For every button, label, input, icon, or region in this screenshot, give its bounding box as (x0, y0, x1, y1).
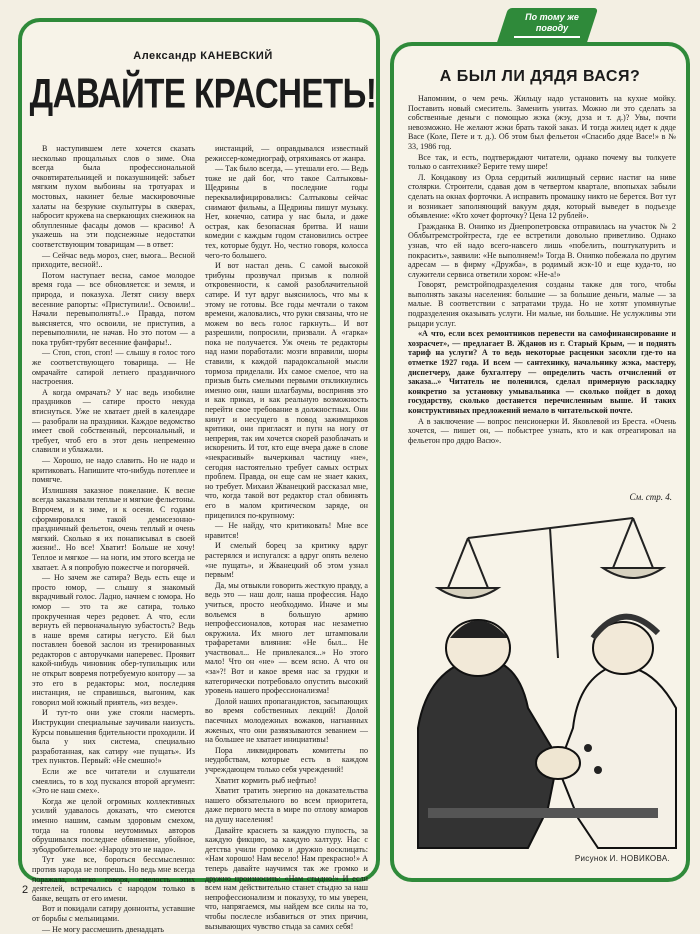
paragraph: — Стоп, стоп, стоп! — слышу я голос того же соответствующего товарища. — Не омрачайте сатирой летнего праздничного настроения. (32, 348, 195, 386)
paragraph: «А что, если всех ремонтников перевести на самофинансирование и хозрасчет», — предлагает В. Жданов из г. Старый Крым, — и поднять тариф на услуги? А то ведь некоторые расценки засохли где-то на отметке 1927 года. И всем — сантехнику, начальнику жэка, мастеру, диспетчеру, даже бухгалтеру — определить часть отчислений от заказа...» Читатель не поленился, сделал примерную раскладку конкретно за установку умывальника — сколько пойдет в доход государству, сколько достанется перечисленным выше. И таких конструктивных предложений немало в читательской почте. (408, 329, 676, 415)
page-number: 2 (22, 884, 28, 896)
rubric-logo-text (512, 12, 592, 34)
paragraph: Хватит тратить энергию на доказательства нашего обязательного во всем приоритета, даже первого места в мире по отлову комаров на душу населения! (205, 786, 368, 824)
paragraph: Излишняя заказное пожелание. К весне всегда заказывали теплые и мягкие фельетоны. Впрочем, и к зиме, и к осени. С годами сформировался такой демисезонно-праздничный фельетон, очень теплый и очень мягкий. Сколько я их понаписывал в своей жизни!.. Но все! Хватит! Больше не хочу! Теплое и мягкое — на ноги, им этого всегда не хватает. А я попробую пожестче и погорячей. (32, 486, 195, 572)
paragraph: Если же все читатели и слушатели смеялись, то в ход пускался второй аргумент: «Это не наш смех». (32, 767, 195, 796)
paragraph: — Сейчас ведь мороз, снег, вьюга... Весной приходите, весной!.. (32, 251, 195, 270)
paragraph: Тут уже все, бороться бессмысленно: против народа не попрешь. Но ведь мне всегда поражала, мягко говоря, смелость этих деятелей, встречались с народом только в банке, вещать от его имени. (32, 855, 195, 903)
paragraph: Да, мы отвыкли говорить жесткую правду, а ведь это — наш долг, наша профессия. Надо учиться, просто необходимо. Иначе и мы вольемся в большую армию непрофессионалов, которая нас незаметно окружила. Их много лет штамповали трафаретами влияния: «Не был... Не участвовал... Не привлекался...» Но этого мало! Что он «не» — всем ясно. А что он «за»?! Вот и какое время нас за грудки и категорически потребовало опустить высокий уровень нашего профессионализма! (205, 581, 368, 696)
article-headline: ДАВАЙТЕ КРАСНЕТЬ! (22, 70, 384, 118)
article-body (32, 144, 368, 874)
paragraph: Пора ликвидировать комитеты по неудобствам, которые есть в каждом учреждающем только себя учреждений! (205, 746, 368, 775)
paragraph: В наступившем лете хочется сказать несколько прощальных слов о зиме. Она всегда была профессиональной очковтирательницей и показушницей: забьет мягким пухом выбоины на тротуарах и мостовых, накинет белые маскировочные халаты на безрукие скульптуры в скверах, набросит кружева на сверкающих снежинок на облупленные фасады домов — красиво! А укажешь на эти подснежные недостатки соответствующим товарищам — в ответ: (32, 144, 195, 250)
left-article-frame (18, 18, 380, 882)
paragraph: — Не могу рассмешить двенадцать (32, 925, 195, 934)
article-author: Александр КАНЕВСКИЙ (22, 50, 384, 62)
article-column-2 (205, 144, 368, 874)
paragraph: Когда же целой огромных коллективных усилий удавалось доказать, что смеются именно нашим, самым здоровым смехом, тогда на головы неутомимых авторов обрушивался последнее обвинение, убойное, зубодробительное: «Народу это не надо». (32, 797, 195, 855)
paragraph: Все так, и есть, подтверждают читатели, однако почему вы толкуете только о сантехнике? Берите тему шире! (408, 153, 676, 172)
paragraph: А когда омрачать? У нас ведь изобилие праздников — сатире просто некуда втиснуться. Уже не хватает дней в календаре — разобрали на праздники. Каждое ведомство имеет свой собственный, персональный, и требует, чтоб его в этот день непременно славили и ублажали. (32, 388, 195, 455)
paragraph: Гражданка В. Онипко из Днепропетровска отправилась на участок № 2 Облбытремстройтреста, где ее встретили довольно приветливо. Однако узнав, что ей надо всего-навсего лишь «побелить, поштукатурить и покрасить», заявили: «Не выполняем!» Тогда В. Онипко побежала по другим адресам — в фирму «Дружба», в родимый жэк-10 и еще куда-то, но служители сервиса ответили хором: «Не-а!» (408, 222, 676, 280)
see-also-reference: См. стр. 4. (630, 492, 673, 502)
paragraph: А в заключение — вопрос пенсионерки И. Яковлевой из Бреста. «Очень хочется, — пишет он, — побыстрее узнать, кто и как отреагировал на фельетон про дядю Васю». (408, 417, 676, 446)
paragraph: инстанций, — оправдывался известный режиссер-комедиограф, отряхиваясь от жанра. (205, 144, 368, 163)
rubric-logo-underline (514, 36, 580, 38)
paragraph: Давайте краснеть за каждую глупость, за каждую фикцию, за каждую халтуру. Нас с детства учили громко и дружно восклицать: «Нам хорошо! Нам весело! Нам прекрасно!» А теперь давайте научимся так же громко и дружно произносить: «Нам стыдно!» И если всем нам действительно станет стыдно за наш непрофессионализм и показуху, то мы уверен, что, напрягаемся, мы найдем все силы на то, чтобы послесле избавиться от этих причин, вызывающих чувство стыда за самих себя! (205, 826, 368, 932)
paragraph: — Не найду, что критиковать! Мне все нравится! (205, 521, 368, 540)
right-article-body (408, 94, 676, 484)
paragraph: Вот и покидали сатиру доннонты, уставшие от борьбы с мельницами. (32, 904, 195, 923)
right-article-title: А БЫЛ ЛИ ДЯДЯ ВАСЯ? (394, 68, 686, 86)
paragraph: — Так было всегда, — утешали его. — Ведь тоже не дай бог, что такое Салтыковы-Щедрины в последние годы переквалифицировались: Салтыковы сейчас снимают фильмы, а Щедрины пишут музыку. Нет, конечно, сатира у нас была, и даже острая, как безопасная бритва. И наши комедии с каждым годом становились острее тех, которые будут. Но, честно говоря, колосса чего-то большего. (205, 164, 368, 260)
paragraph: Л. Кондакову из Орла сердитый жилищный сервис настиг на ниве столярки. Строители, сдавая дом в четвертом квартале, впопыхах забыли сделать на окнах форточки. А исправить промашку никто не берется. Вот тут и возникает заполняющий вакуум дядя, который выведет в подъезде объявление: «Кто хочет форточку? Цена 12 рублей». (408, 173, 676, 221)
paragraph: — Но зачем же сатира? Ведь есть еще и просто юмор, — слышу я знакомый вкрадчивый голос. Ладно, начнем с юмора. Но юмор — это та же сатира, только прокрученная через редовет. А что, если вернуть ей первоначальную зубастость? Ведь в наше время сатиры негусто. Ей был поставлен боевой заслон из тренированных редакторов с авторучками наперевес. Проявит какой-нибудь чиновник обер-тупильщик или не открыт вовремя потребуемую контору — за это его в редакторы: мол, последняя инстанция, не справишься, выгоним, как говорил мой южный приятель, «из везде». (32, 573, 195, 707)
paragraph: И вот настал день. С самой высокой трибуны прозвучал призыв к полной откровенности, к самой разоблачительной сатире. И тут вдруг выяснилось, что мы к этому не готовы. Все годы мечтали о таком времени, жаловались, что руки связаны, что не можем во весь голос гаркнуть... И вот разрешили, попросили, призвали. А «гарка» пока не получается. Уж очень те редакторы над нами поработали: мозги вправили, шоры ставили, к каждой парадоксальной мысли тормоза приделали. Их самое смелое, что на призыв быть смелыми первыми откликнулись именно они, наши шлагбаумы, восприняв это и как приказ, и как реальную возможность перейти свое требование в должностных. Они кинут и несущего в повод зажимщиков критики, они пригласят и пугн на ногу от непрерия, так им хочется скорей разоблачать и искоренить. И тот, кто еще вчера даже в слове «некрасивый» вычеркивал частицу «не», сегодня настоятельно требует самых острых проблем. Правда, он еще сам не знает каких, но требует. Михаил Жванецкий рассказал мне, что, когда такой вот редактор стал обвинять его в малом критическом заряде, он прицепился по-крупному: (205, 261, 368, 520)
paragraph: И тут-то они уже стояли насмерть. Инструкции специальные заучивали наизусть. Курсы повышения бдительности проходили. И была у них система, специально разработанная, как сатиру «не пущать». Из трех пунктов. Первый: «Не смешно!» (32, 708, 195, 766)
paragraph: Хватит кормить рыб нефтью! (205, 776, 368, 786)
rubric-logo-line-2: поводу (512, 23, 592, 34)
paragraph: Долой наших пропагандистов, засыпающих во время собственных лекций! Долой пасечных молодежных вожаков, нагнанных жженых, что они развязываются зеванием — на большее не хватает инициативы! (205, 697, 368, 745)
article-column-1 (32, 144, 195, 874)
illustration-credit: Рисунок И. НОВИКОВА. (575, 854, 670, 863)
paragraph: Потом наступает весна, самое молодое время года — все обновляется: и земля, и природа, и показуха. Летят снизу вверх весенние рапорты: «Приступили!.. Освоили!.. Начали перевыполнять!..» Правда, потом выясняется, что освоили, не приступив, а перевыполнили, не начав. Но это потом — а пока трубят-трубят весенние фанфары!.. (32, 271, 195, 348)
paragraph: И смелый борец за критику вдруг растерялся и испугался: а вдруг опять велено «не пущать», и Жванецкий об этом узнал первым! (205, 541, 368, 579)
paragraph: Напомним, о чем речь. Жильцу надо установить на кухне мойку. Поставить новый смеситель. Заменить унитаз. Можно ли это сделать за собственные деньги с помощью жэка (жэу, дэза и т. д.)? Увы, почти невозможно. Не желают жэки брать такой заказ. И тогда жилец идет к дяде Васе (Коле, Пете и т. д.). Об этом был фельетон «Спасибо дяде Васе!» в № 33, 1986 год. (408, 94, 676, 152)
paragraph: — Хорошо, не надо славить. Но не надо и критиковать. Напишите что-нибудь потеплее и помягче. (32, 456, 195, 485)
rubric-logo-line-1: По тому же (512, 12, 592, 23)
paragraph: Говорят, ремстройподразделения созданы также для того, чтобы выполнять заказы населения: большие — за большие деньги, малые — за малые. В соответствии с затратами труда. Но не хотят упомянутые подразделения оказывать услуги. Ни малые, ни большие. Не услужливы эти рыцари услуг. (408, 280, 676, 328)
right-article-frame (390, 42, 690, 882)
arm-wrestling-illustration (408, 508, 676, 848)
